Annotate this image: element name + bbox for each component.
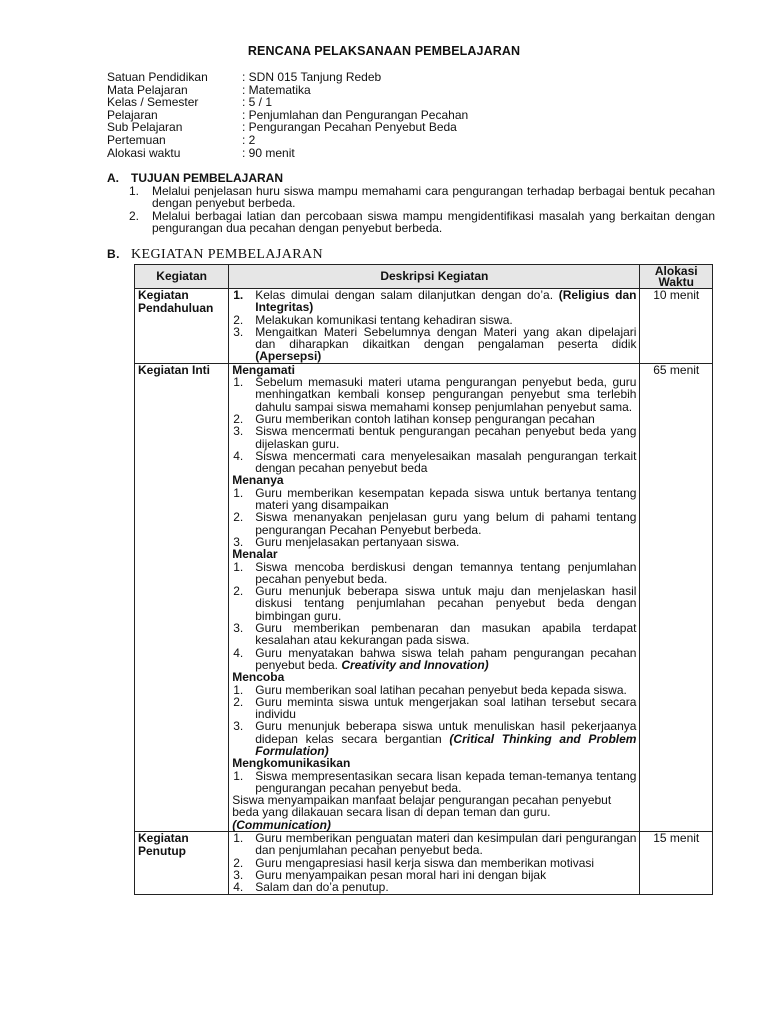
list-item xyxy=(232,647,636,672)
value-tag: (Religius dan Integritas) xyxy=(255,288,637,315)
section-heading xyxy=(107,171,747,185)
summary-paragraph: Siswa menyampaikan manfaat belajar pengurangan pecahan penyebut beda yang dilakauan secara lisan di depan teman dan guru. xyxy=(232,793,612,820)
time-allocation: 10 menit xyxy=(640,289,713,364)
item-number: 4. xyxy=(233,448,244,463)
item-number: 1. xyxy=(233,682,244,697)
activity-description xyxy=(229,832,640,894)
section-title: TUJUAN PEMBELAJARAN xyxy=(131,171,284,185)
list-item xyxy=(232,720,636,757)
info-row xyxy=(107,71,727,84)
info-row xyxy=(107,84,727,97)
section-letter: A. xyxy=(107,171,119,185)
value-tag: (Apersepsi) xyxy=(255,349,322,364)
item-number: 4. xyxy=(233,880,244,895)
item-number: 2. xyxy=(233,855,244,870)
section-letter: B. xyxy=(107,247,120,261)
activity-name: Kegiatan Pendahuluan xyxy=(135,289,229,364)
list-item xyxy=(232,376,636,413)
objective-text: Melalui berbagai latian dan percobaan siswa mampu mengidentifikasi masalah yang berkaitan dengan pengurangan dua pecahan dengan penyebut berbeda. xyxy=(152,208,715,236)
item-text: Guru memberikan pembenaran dan masukan apabila terdapat kesalahan atau kekurangan pada siswa. xyxy=(255,621,637,648)
activity-name: Kegiatan Inti xyxy=(135,363,229,831)
section-title: KEGIATAN PEMBELAJARAN xyxy=(131,247,323,262)
item-number: 1. xyxy=(233,288,244,302)
item-number: 1. xyxy=(129,184,140,198)
item-text: Siswa mencermati bentuk pengurangan pecahan penyebut beda yang dijelaskan guru. xyxy=(255,424,637,451)
info-label: Pertemuan xyxy=(107,132,166,147)
item-text: Mengaitkan Materi Sebelumnya dengan Materi yang akan dipelajari dan diharapkan dikaitkan dengan pengalaman peserta didik xyxy=(255,324,637,352)
value-tag: (Communication) xyxy=(232,817,331,832)
subsection-label: Menanya xyxy=(232,473,284,488)
objective-list xyxy=(107,185,747,235)
time-allocation: 65 menit xyxy=(640,363,713,831)
list-item xyxy=(232,622,636,647)
table-row xyxy=(135,832,713,894)
info-label: Sub Pelajaran xyxy=(107,120,183,135)
objective-item xyxy=(107,185,715,210)
list-item xyxy=(232,289,636,314)
item-text: Guru menunjuk beberapa siswa untuk menuliskan hasil pekerjaanya didepan kelas secara bergantian xyxy=(255,719,637,746)
list-item xyxy=(232,770,636,795)
item-number: 2. xyxy=(129,208,140,223)
item-number: 1. xyxy=(233,485,244,500)
table-header-row xyxy=(135,265,713,289)
value-tag: (Critical Thinking and Problem Formulation) xyxy=(255,731,637,758)
info-label: Satuan Pendidikan xyxy=(107,70,208,84)
item-number: 1. xyxy=(233,375,244,390)
item-text: Melakukan komunikasi tentang kehadiran siswa. xyxy=(255,312,513,327)
item-number: 1. xyxy=(233,559,244,574)
item-number: 3. xyxy=(233,324,244,339)
info-row xyxy=(107,96,727,109)
list-item xyxy=(232,326,636,363)
item-number: 2. xyxy=(233,411,244,426)
item-text: Siswa mencoba berdiskusi dengan temannya tentang penjumlahan pecahan penyebut beda. xyxy=(255,559,637,586)
activity-description xyxy=(229,363,640,831)
list-item xyxy=(232,585,636,622)
item-text: Guru memberikan kesempatan kepada siswa untuk bertanya tentang materi yang disampaikan xyxy=(255,485,637,513)
table-row xyxy=(135,363,713,831)
item-text: Guru menyatakan bahwa siswa telah paham pengurangan pecahan penyebut beda. xyxy=(255,645,637,672)
item-text: Guru menjelasakan pertanyaan siswa. xyxy=(255,534,460,549)
info-value: : 5 / 1 xyxy=(242,95,273,110)
list-item xyxy=(232,881,636,893)
info-row xyxy=(107,134,727,147)
list-item xyxy=(232,450,636,475)
item-number: 2. xyxy=(233,694,244,709)
list-item xyxy=(232,561,636,586)
info-row xyxy=(107,121,727,134)
section-objectives xyxy=(107,171,747,235)
header-alokasi: Alokasi Waktu xyxy=(640,265,713,289)
item-number: 3. xyxy=(233,867,244,882)
list-item xyxy=(232,696,636,721)
subsection-label: Mengkomunikasikan xyxy=(232,756,351,771)
list-item xyxy=(232,425,636,450)
item-text: Siswa mencermati cara menyelesaikan masalah pengurangan terkait dengan pecahan penyebut beda xyxy=(255,448,637,476)
subsection-label: Mencoba xyxy=(232,670,285,685)
header-deskripsi: Deskripsi Kegiatan xyxy=(229,265,640,289)
info-row xyxy=(107,147,727,160)
objective-item xyxy=(107,210,715,235)
item-text: Kelas dimulai dengan salam dilanjutkan dengan do’a. xyxy=(255,288,559,302)
info-value: : 2 xyxy=(242,132,256,147)
info-value: : Penjumlahan dan Pengurangan Pecahan xyxy=(242,107,469,122)
item-number: 4. xyxy=(233,645,244,660)
item-text: Guru memberikan contoh latihan konsep pengurangan pecahan xyxy=(255,411,595,426)
identity-block xyxy=(107,71,727,159)
info-value: : 90 menit xyxy=(242,145,295,160)
item-number: 3. xyxy=(233,534,244,549)
list-item xyxy=(232,487,636,512)
info-label: Alokasi waktu xyxy=(107,145,181,160)
item-text: Guru menyampaikan pesan moral hari ini dengan bijak xyxy=(255,867,547,882)
item-number: 3. xyxy=(233,621,244,636)
info-value: : Pengurangan Pecahan Penyebut Beda xyxy=(242,120,457,135)
section-heading xyxy=(107,247,323,263)
item-text: Guru meminta siswa untuk mengerjakan soal latihan tersebut secara individu xyxy=(255,694,637,722)
value-tag: Creativity and Innovation) xyxy=(341,657,489,672)
list-item xyxy=(232,536,636,548)
item-text: Salam dan do’a penutup. xyxy=(255,880,389,895)
activity-name: Kegiatan Penutup xyxy=(135,832,229,894)
item-text: Guru menunjuk beberapa siswa untuk maju dan menjelaskan hasil diskusi tentang penjumlahan pecahan penyebut beda dengan bimbingan guru. xyxy=(255,584,637,623)
activity-description xyxy=(229,289,640,364)
item-number: 2. xyxy=(233,584,244,599)
item-number: 2. xyxy=(233,312,244,327)
item-number: 3. xyxy=(233,424,244,439)
list-item xyxy=(232,511,636,536)
info-value: : SDN 015 Tanjung Redeb xyxy=(242,70,382,84)
item-number: 3. xyxy=(233,719,244,734)
activities-table xyxy=(134,264,713,895)
item-text: Sebelum memasuki materi utama pengurangan penyebut beda, guru menhingatkan kembali konsep pengurangan penyebut sma terlebih dahulu sampai siswa memahami konsep penjumlahan penyebut sama. xyxy=(255,375,637,414)
header-kegiatan: Kegiatan xyxy=(135,265,229,289)
item-text: Guru memberikan penguatan materi dan kesimpulan dari pengurangan dan penjumlahan pecahan penyebut beda. xyxy=(255,831,637,858)
subsection-label: Menalar xyxy=(232,547,278,562)
list-item xyxy=(232,832,636,857)
item-text: Siswa mempresentasikan secara lisan kepada teman-temanya tentang pengurangan pecahan penyebut beda. xyxy=(255,768,637,795)
item-number: 1. xyxy=(233,831,244,846)
table-row xyxy=(135,289,713,364)
subsection-label: Mengamati xyxy=(232,362,295,377)
info-label: Pelajaran xyxy=(107,107,158,122)
document-title: RENCANA PELAKSANAAN PEMBELAJARAN xyxy=(247,44,521,58)
info-label: Mata Pelajaran xyxy=(107,82,188,97)
item-number: 2. xyxy=(233,510,244,525)
info-value: : Matematika xyxy=(242,82,311,97)
info-label: Kelas / Semester xyxy=(107,95,199,110)
item-number: 1. xyxy=(233,768,244,783)
item-text: Guru memberikan soal latihan pecahan penyebut beda kepada siswa. xyxy=(255,682,627,697)
time-allocation: 15 menit xyxy=(640,832,713,894)
objective-text: Melalui penjelasan huru siswa mampu memahami cara pengurangan terhadap berbagai bentuk pecahan dengan penyebut berbeda. xyxy=(152,184,715,211)
item-text: Siswa menanyakan penjelasan guru yang belum di pahami tentang pengurangan Pecahan Penyebut berbeda. xyxy=(255,510,637,537)
item-text: Guru mengapresiasi hasil kerja siswa dan memberikan motivasi xyxy=(255,855,595,870)
